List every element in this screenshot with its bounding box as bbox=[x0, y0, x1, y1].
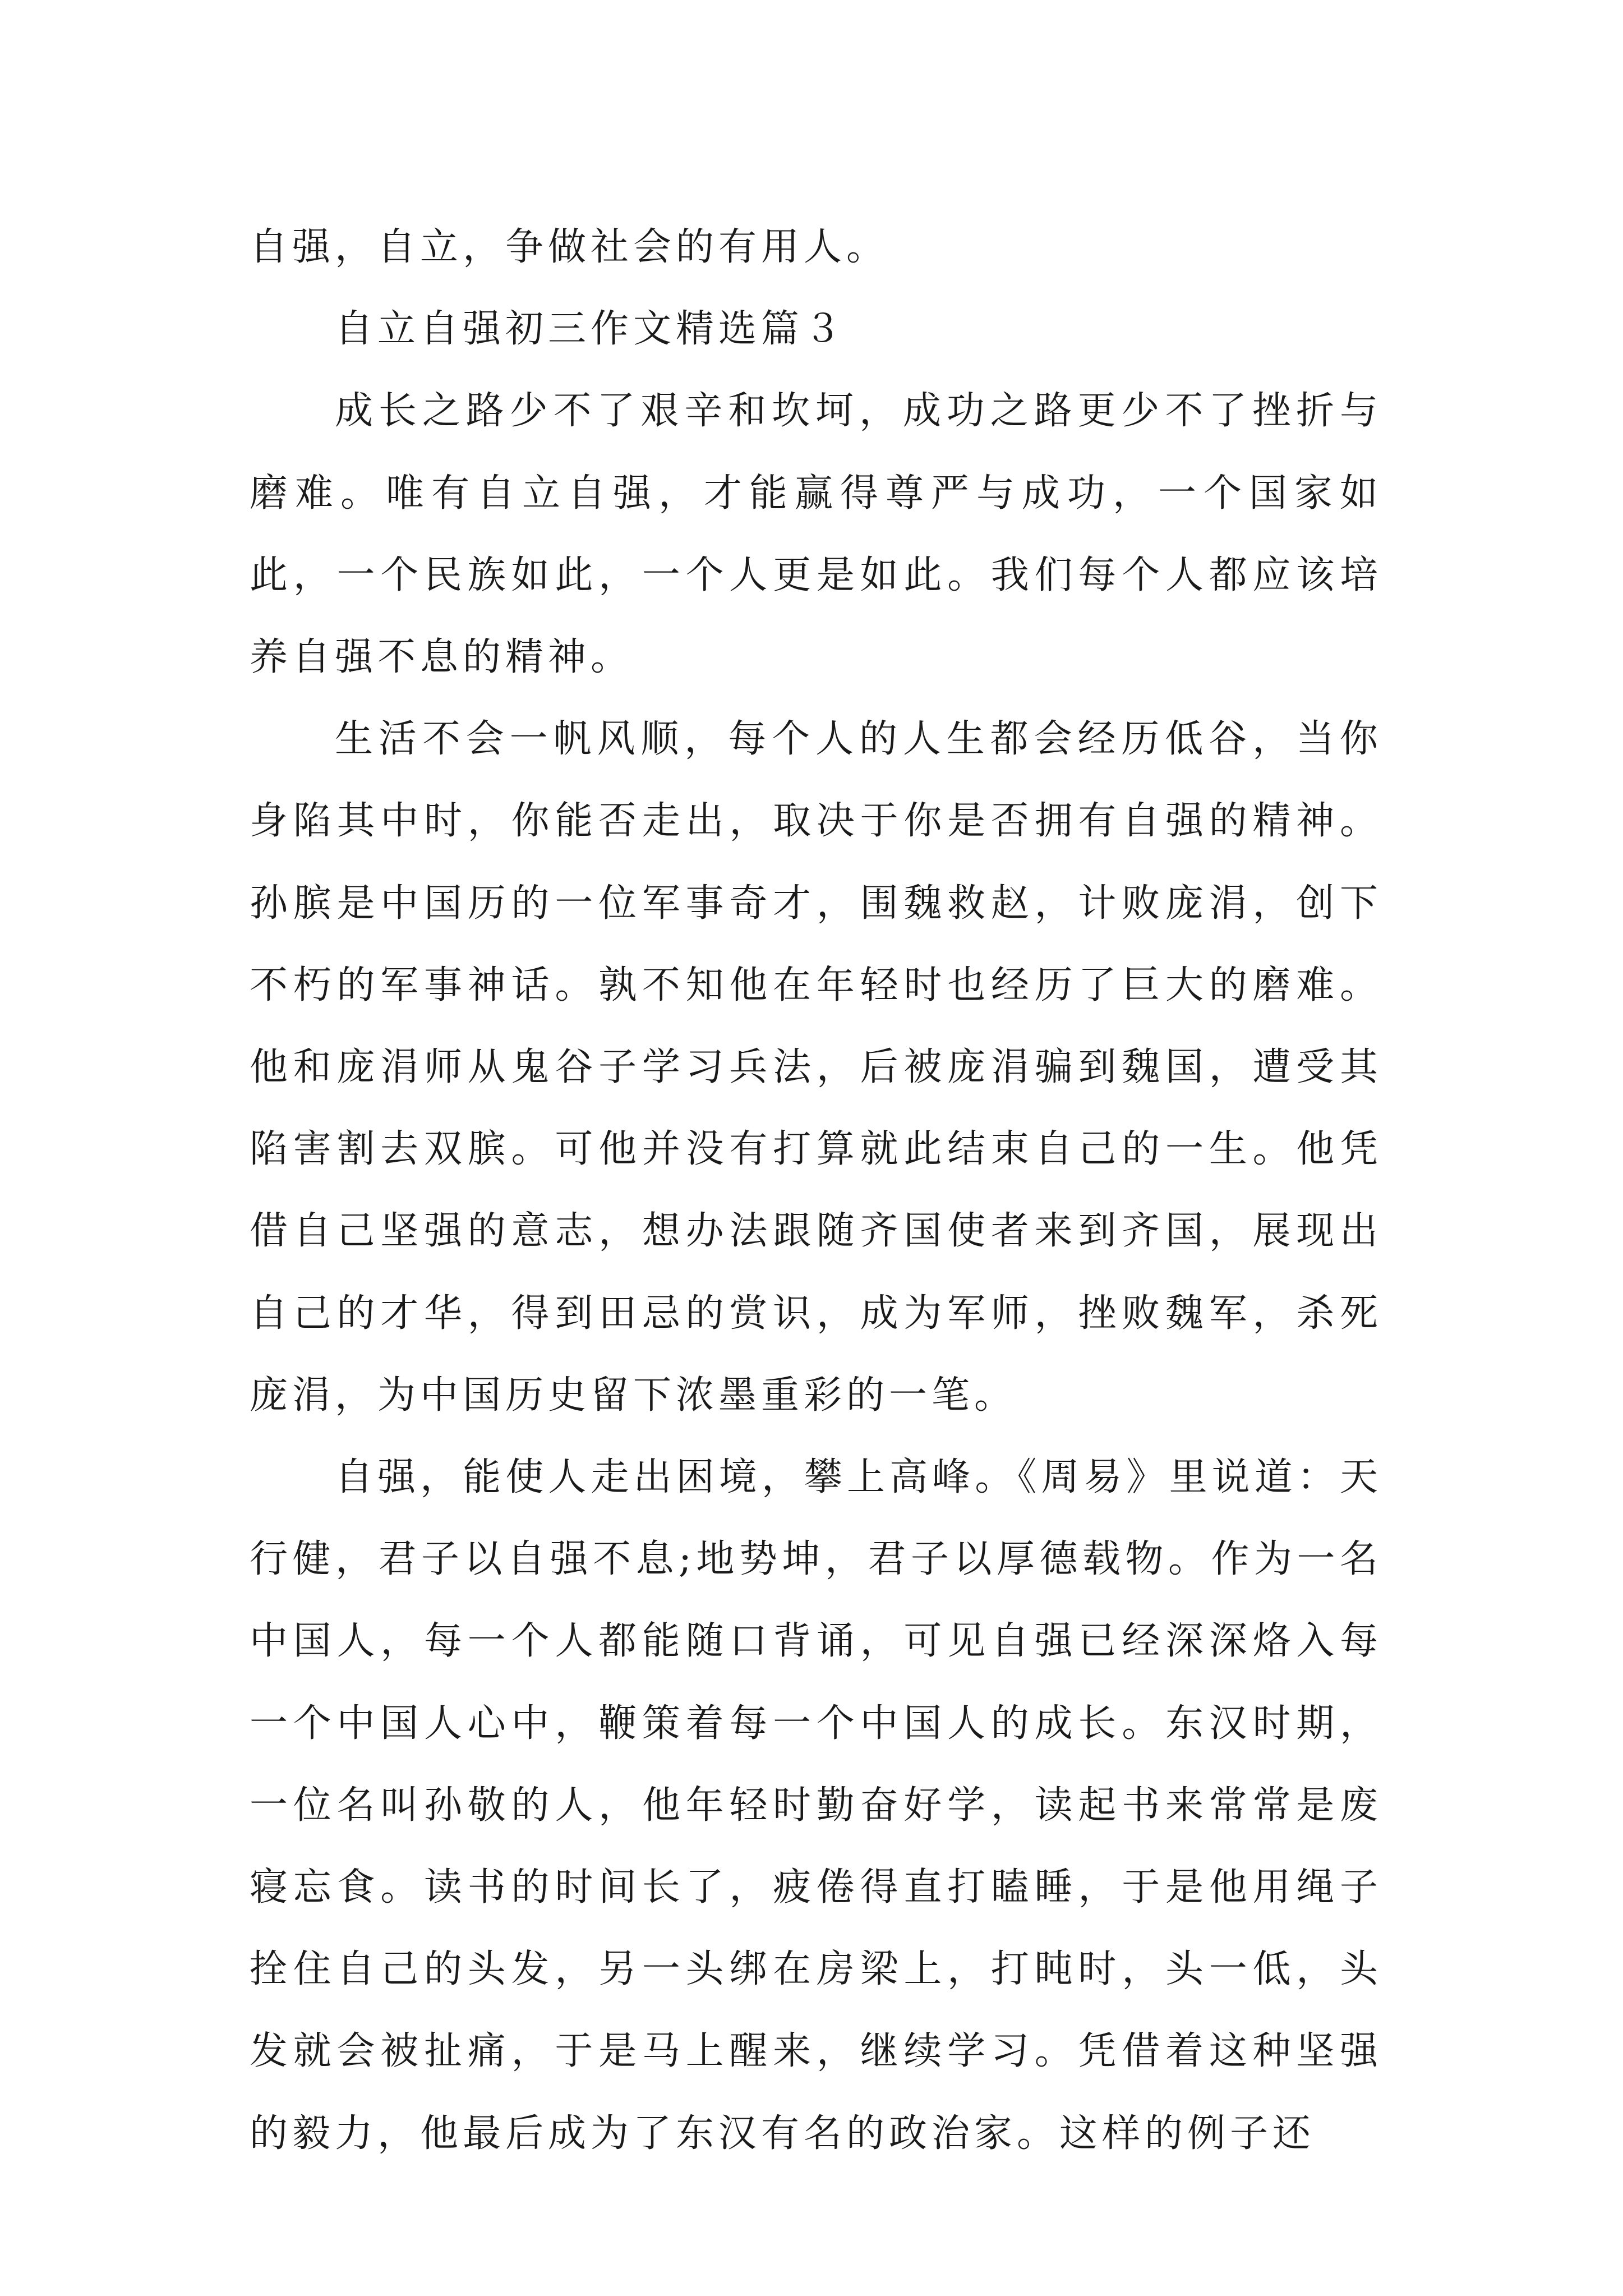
paragraph-1: 成长之路少不了艰辛和坎坷，成功之路更少不了挫折与磨难。唯有自立自强，才能赢得尊严与成功，一个国家如此，一个民族如此，一个人更是如此。我们每个人都应该培养自强不息的精神。 bbox=[250, 389, 1382, 680]
document-body bbox=[250, 206, 1382, 2175]
opening-line: 自强，自立，争做社会的有用人。 bbox=[250, 225, 889, 269]
paragraph-2: 生活不会一帆风顺，每个人的人生都会经历低谷，当你身陷其中时，你能否走出，取决于你是否拥有自强的精神。孙膑是中国历的一位军事奇才，围魏救赵，计败庞涓，创下不朽的军事神话。孰不知他在年轻时也经历了巨大的磨难。他和庞涓师从鬼谷子学习兵法，后被庞涓骗到魏国，遭受其陷害割去双膑。可他并没有打算就此结束自己的一生。他凭借自己坚强的意志，想办法跟随齐国使者来到齐国，展现出自己的才华，得到田忌的赏识，成为军师，挫败魏军，杀死庞涓，为中国历史留下浓墨重彩的一笔。 bbox=[250, 717, 1382, 1418]
paragraph-3: 自强，能使人走出困境，攀上高峰。《周易》里说道：天行健，君子以自强不息;地势坤，君子以厚德载物。作为一名中国人，每一个人都能随口背诵，可见自强已经深深烙入每一个中国人心中，鞭策着每一个中国人的成长。东汉时期，一位名叫孙敬的人，他年轻时勤奋好学，读起书来常常是废寝忘食。读书的时间长了，疲倦得直打瞌睡，于是他用绳子拴住自己的头发，另一头绑在房梁上，打盹时，头一低，头发就会被扯痛，于是马上醒来，继续学习。凭借着这种坚强的毅力，他最后成为了东汉有名的政治家。这样的例子还 bbox=[250, 1455, 1382, 2156]
section-heading: 自立自强初三作文精选篇３ bbox=[335, 307, 847, 352]
